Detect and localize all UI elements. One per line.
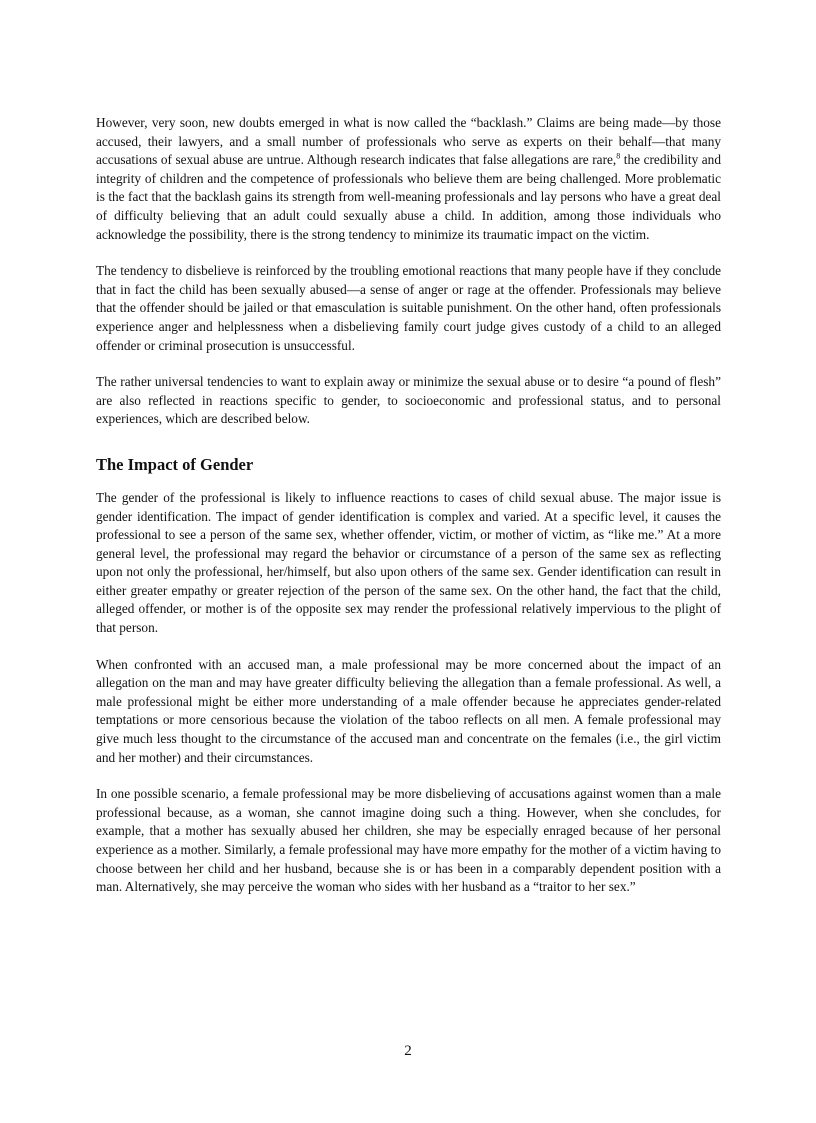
paragraph-disbelief: The tendency to disbelieve is reinforced by the troubling emotional reactions that many people have if they conclude that in fact the child has been sexually abused—a sense of anger or rage at the offender. Professionals may believe that the offender should be jailed or that emasculation is suitable punishment. On the other hand, often professionals experience anger and helplessness when a disbelieving family court judge gives custody of a child to an alleged offender or criminal prosecution is unsuccessful. [96,263,721,353]
section-heading-gender: The Impact of Gender [96,454,254,474]
page-content [96,114,721,915]
page-number: 2 [404,1043,412,1059]
footnote-reference: 8 [616,151,621,161]
paragraph-tendencies: The rather universal tendencies to want to explain away or minimize the sexual abuse or to desire “a pound of flesh” are also reflected in reactions specific to gender, to socioeconomic and professional status, and to personal experiences, which are described below. [96,374,721,427]
paragraph-text: However, very soon, new doubts emerged in what is now called the “backlash.” Claims are being made—by those accused, their lawyers, and a small number of professionals who serve as experts on their behalf—that many accusations of sexual abuse are untrue. Although research indicates that false allegations are rare, [96,115,721,168]
paragraph-text: the credibility and integrity of children and the competence of professionals who believe them are being challenged. More problematic is the fact that the backlash gains its strength from well-meaning professionals and lay persons who have a great deal of difficulty believing that an adult could sexually abuse a child. In addition, among those individuals who acknowledge the possibility, there is the strong tendency to minimize its traumatic impact on the victim. [96,152,721,242]
paragraph-male-professional: When confronted with an accused man, a male professional may be more concerned about the impact of an allegation on the man and may have greater difficulty believing the allegation than a female professional. As well, a male professional might be either more understanding of a male offender because he appreciates gender-related temptations or more censorious because the violation of the taboo reflects on all men. A female professional may give much less thought to the circumstance of the accused man and concentrate on the females (i.e., the girl victim and her mother) and their circumstances. [96,656,721,765]
paragraph-female-professional: In one possible scenario, a female professional may be more disbelieving of accusations against women than a male professional because, as a woman, she cannot imagine doing such a thing. However, when she concludes, for example, that a mother has sexually abused her children, she may be especially enraged because of her personal experience as a mother. Similarly, a female professional may have more empathy for the mother of a victim having to choose between her child and her husband, because she is or has been in a comparably dependent position with a man. Alternatively, she may perceive the woman who sides with her husband as a “traitor to her sex.” [96,786,721,895]
paragraph-gender-identification: The gender of the professional is likely to influence reactions to cases of child sexual abuse. The major issue is gender identification. The impact of gender identification is complex and varied. At a specific level, it causes the professional to see a person of the same sex, whether offender, victim, or mother of victim, as “like me.” At a more general level, the professional may regard the behavior or circumstance of a person of the same sex as reflecting upon not only the professional, her/himself, but also upon others of the same sex. Gender identification can result in either greater empathy or greater rejection of the person of the same sex. On the other hand, the fact that the child, alleged offender, or mother is of the opposite sex may render the professional relatively impervious to the plight of that person. [96,489,721,636]
paragraph-backlash [96,114,721,244]
